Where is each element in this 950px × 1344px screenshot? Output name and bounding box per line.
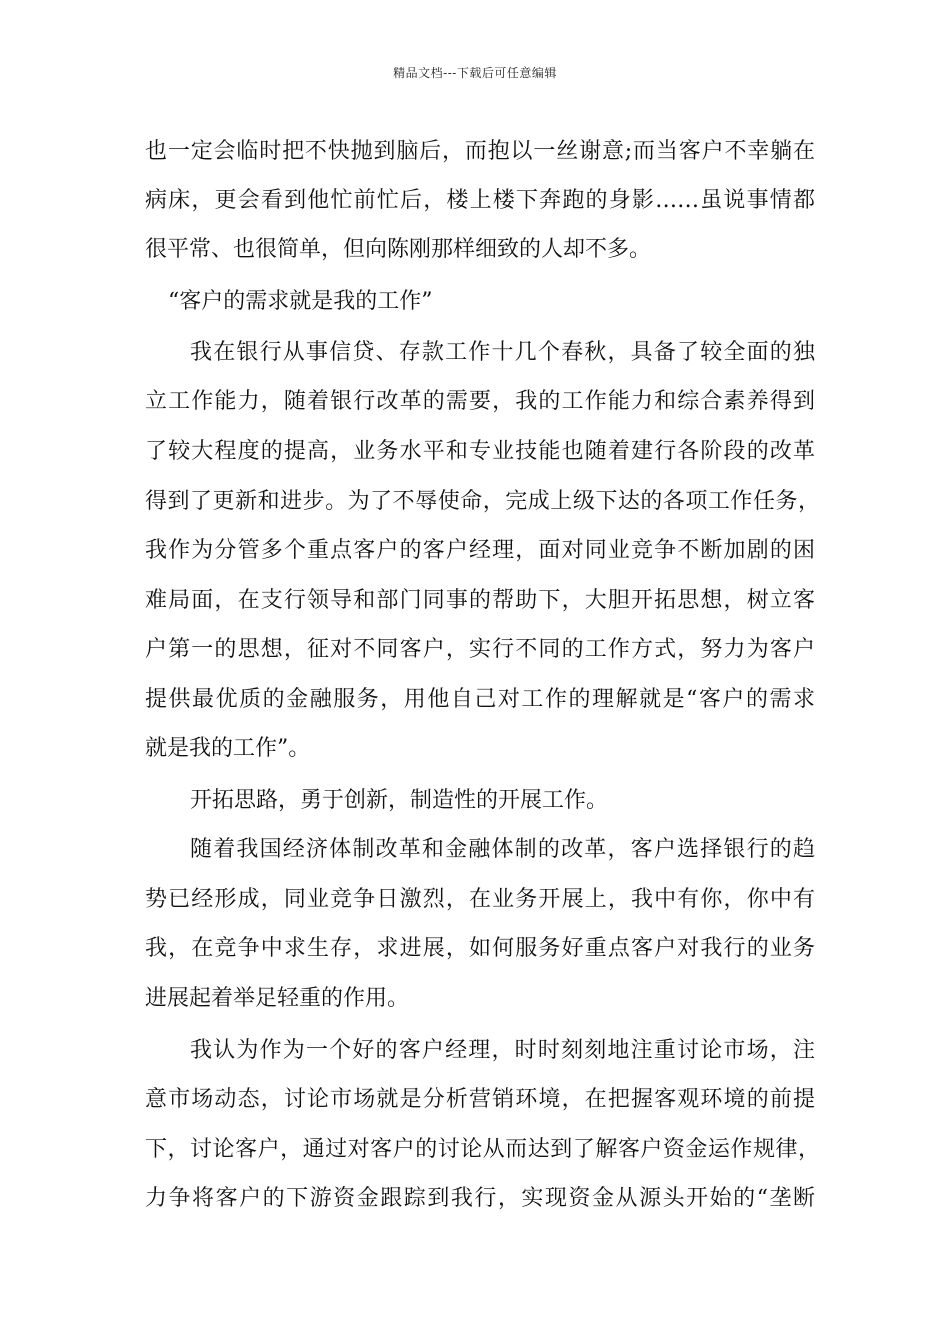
body-text-line: 下，讨论客户，通过对客户的讨论从而达到了解客户资金运作规律， [145,1137,820,1162]
page-header: 精品文档---下载后可任意编辑 [393,66,557,80]
body-text-line: 难局面，在支行领导和部门同事的帮助下，大胆开拓思想，树立客 [145,588,815,613]
body-text-line: 我认为作为一个好的客户经理，时时刻刻地注重讨论市场，注 [190,1038,815,1063]
body-text-line: 立工作能力，随着银行改革的需要，我的工作能力和综合素养得到 [145,389,815,414]
body-text-line: 我，在竞争中求生存，求进展，如何服务好重点客户对我行的业务 [145,936,815,961]
body-text-line: 得到了更新和进步。为了不辱使命，完成上级下达的各项工作任务， [145,489,820,514]
body-text-line: 意市场动态，讨论市场就是分析营销环境，在把握客观环境的前提 [145,1087,815,1112]
body-text-line: 随着我国经济体制改革和金融体制的改革，客户选择银行的趋 [190,837,815,862]
body-text-line: 进展起着举足轻重的作用。 [145,986,410,1011]
section-heading: “客户的需求就是我的工作” [168,289,433,314]
body-text-line: 也一定会临时把不快抛到脑后，而抱以一丝谢意;而当客户不幸躺在 [145,139,815,164]
body-text-line: 了较大程度的提高，业务水平和专业技能也随着建行各阶段的改革 [145,439,815,464]
body-text-line: 就是我的工作”。 [145,736,311,761]
body-text-line: 病床，更会看到他忙前忙后，楼上楼下奔跑的身影……虽说事情都 [145,188,815,213]
body-text-line: 力争将客户的下游资金跟踪到我行，实现资金从源头开始的“垄断 [145,1186,815,1211]
body-text-line: 提供最优质的金融服务，用他自己对工作的理解就是“客户的需求 [145,687,815,712]
body-text-line: 我在银行从事信贷、存款工作十几个春秋，具备了较全面的独 [190,340,815,365]
body-text-line: 势已经形成，同业竞争日激烈，在业务开展上，我中有你，你中有 [145,887,815,912]
section-heading: 开拓思路，勇于创新，制造性的开展工作。 [190,788,609,813]
body-text-line: 我作为分管多个重点客户的客户经理，面对同业竞争不断加剧的困 [145,538,815,563]
body-text-line: 很平常、也很简单，但向陈刚那样细致的人却不多。 [145,237,652,262]
body-text-line: 户第一的思想，征对不同客户，实行不同的工作方式，努力为客户 [145,637,815,662]
